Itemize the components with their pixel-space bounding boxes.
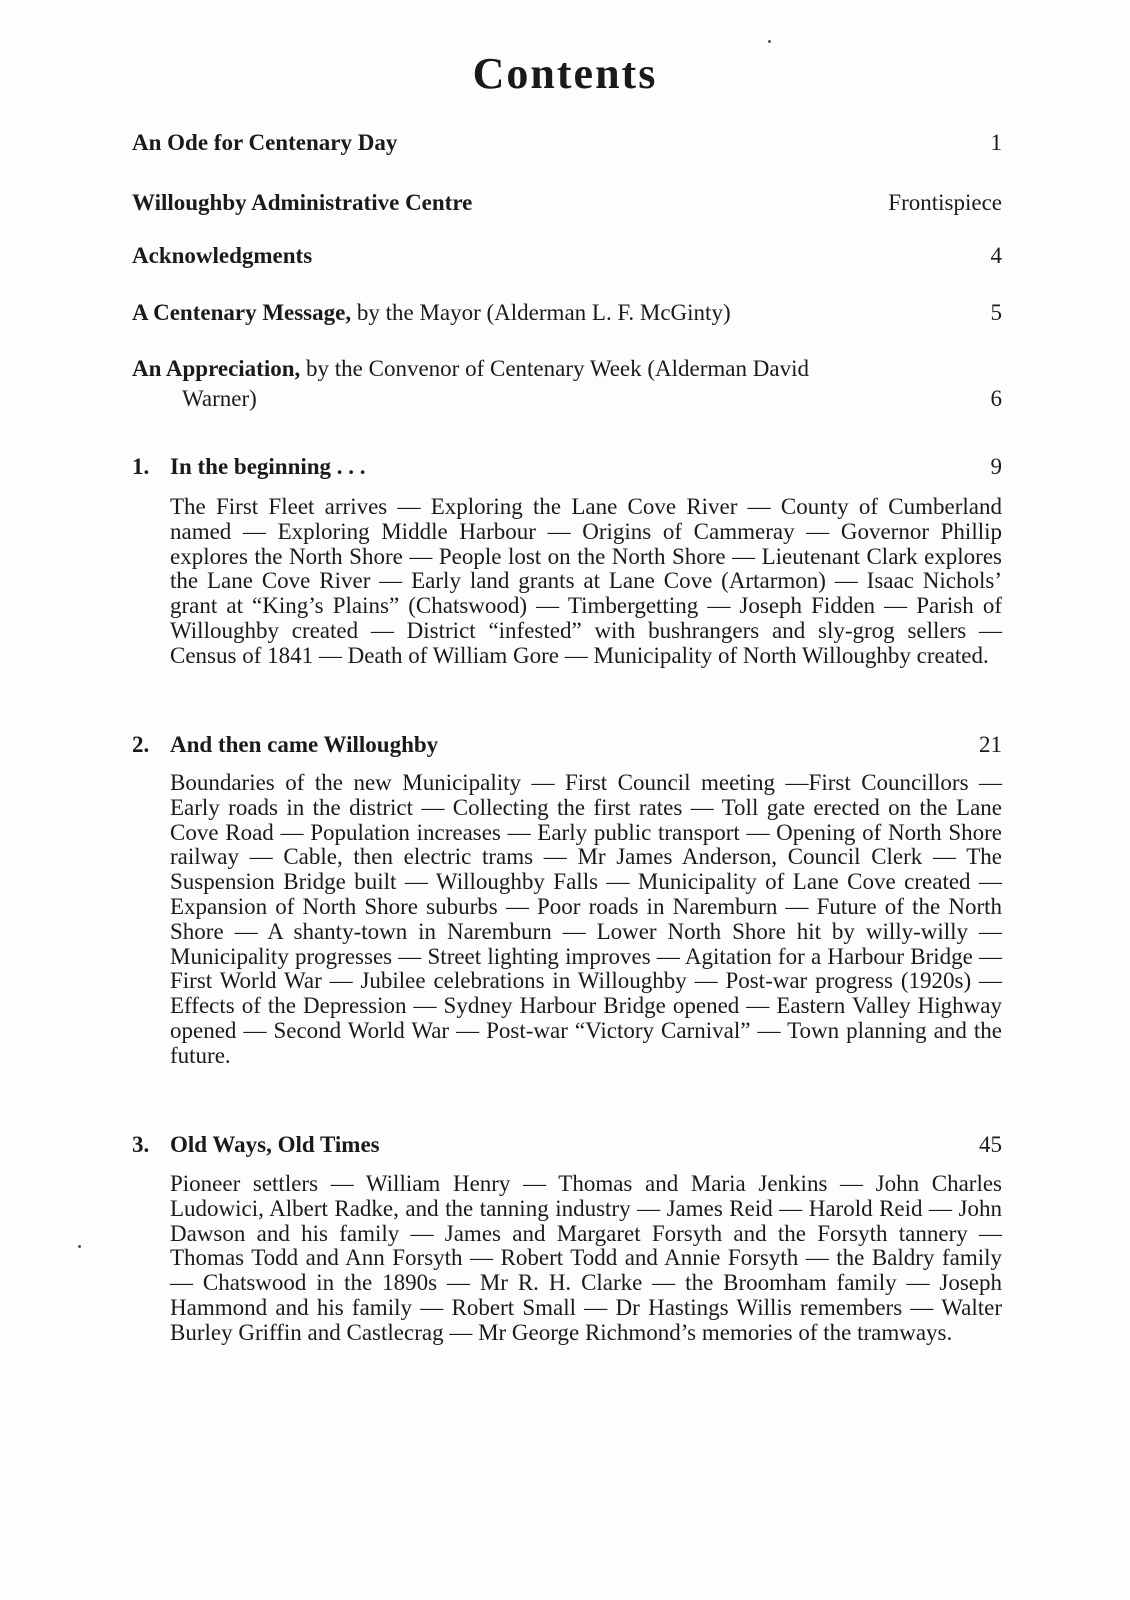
toc-entry-ode: [132, 128, 1002, 158]
toc-entry-appreciation: [132, 354, 1002, 414]
chapter-title: And then came Willoughby: [170, 732, 439, 757]
toc-entry-title: Willoughby Administrative Centre: [132, 190, 473, 215]
page-title: Contents: [472, 49, 658, 98]
toc-entry-suffix: by the Mayor (Alderman L. F. McGinty): [351, 300, 731, 325]
toc-entry-title: An Ode for Centenary Day: [132, 130, 398, 155]
chapter-page: 21: [979, 732, 1002, 757]
toc-entry-continuation: Warner): [182, 386, 257, 411]
toc-entry-page: 6: [990, 386, 1002, 411]
toc-entry-acknowledgments: [132, 241, 1002, 271]
chapter-summary: The First Fleet arrives — Exploring the Lane Cove River — County of Cumberland named — Exploring Middle Harbour — Origins of Cammeray — Governor Phillip explores the North Shore — People lost on the North Shore — Lieutenant Clark explores the Lane Cove River — Early land grants at Lane Cove (Artarmon) — Isaac Nichols’ grant at “King’s Plains” (Chatswood) — Timbergetting — Joseph Fidden — Parish of Willoughby created — District “infested” with bushrangers and sly-grog sellers — Census of 1841 — Death of William Gore — Municipality of North Willoughby created.: [170, 494, 1002, 668]
chapter-heading: [132, 730, 1002, 760]
chapter-page: 45: [979, 1132, 1002, 1157]
toc-entry-suffix: by the Convenor of Centenary Week (Alderman David: [300, 356, 809, 381]
toc-entry-page: Frontispiece: [888, 190, 1002, 215]
toc-entry-title: A Centenary Message,: [132, 300, 352, 325]
chapter-heading: [132, 452, 1002, 482]
toc-entry-administrative-centre: [132, 188, 1002, 218]
toc-entry-page: 5: [990, 300, 1002, 325]
toc-entry-page: 4: [990, 243, 1002, 268]
toc-entry-title: Acknowledgments: [132, 243, 313, 268]
chapter-summary: Pioneer settlers — William Henry — Thomas and Maria Jenkins — John Charles Ludowici, Albert Radke, and the tanning industry — James Reid — Harold Reid — John Dawson and his family — James and Margaret Forsyth and the Forsyth tannery — Thomas Todd and Ann Forsyth — Robert Todd and Annie Forsyth — the Baldry family — Chatswood in the 1890s — Mr R. H. Clarke — the Broomham family — Joseph Hammond and his family — Robert Small — Dr Hastings Willis remembers — Walter Burley Griffin and Castlecrag — Mr George Richmond’s memories of the tramways.: [170, 1171, 1002, 1345]
print-speck: [768, 40, 771, 43]
chapter-number: 1.: [132, 454, 150, 479]
chapter-summary: Boundaries of the new Municipality — First Council meeting —First Councillors — Early roads in the district — Collecting the first rates — Toll gate erected on the Lane Cove Road — Population increases — Early public transport — Opening of North Shore railway — Cable, then electric trams — Mr James Anderson, Council Clerk — The Suspension Bridge built — Willoughby Falls — Municipality of Lane Cove created — Expansion of North Shore suburbs — Poor roads in Naremburn — Future of the North Shore — A shanty-town in Naremburn — Lower North Shore hit by willy-willy — Municipality progresses — Street lighting improves — Agitation for a Harbour Bridge — First World War — Jubilee celebrations in Willoughby — Post-war progress (1920s) — Effects of the Depression — Sydney Harbour Bridge opened — Eastern Valley Highway opened — Second World War — Post-war “Victory Carnival” — Town planning and the future.: [170, 770, 1002, 1068]
toc-entry-page: 1: [990, 130, 1002, 155]
chapter-page: 9: [990, 454, 1002, 479]
toc-entry-title: An Appreciation,: [132, 356, 301, 381]
chapter-number: 2.: [132, 732, 150, 757]
chapter-heading: [132, 1130, 1002, 1160]
toc-entry-centenary-message: [132, 298, 1002, 328]
chapter-title: Old Ways, Old Times: [170, 1132, 380, 1157]
chapter-title: In the beginning . . .: [170, 454, 366, 479]
chapter-number: 3.: [132, 1132, 150, 1157]
print-speck: [78, 1245, 81, 1248]
